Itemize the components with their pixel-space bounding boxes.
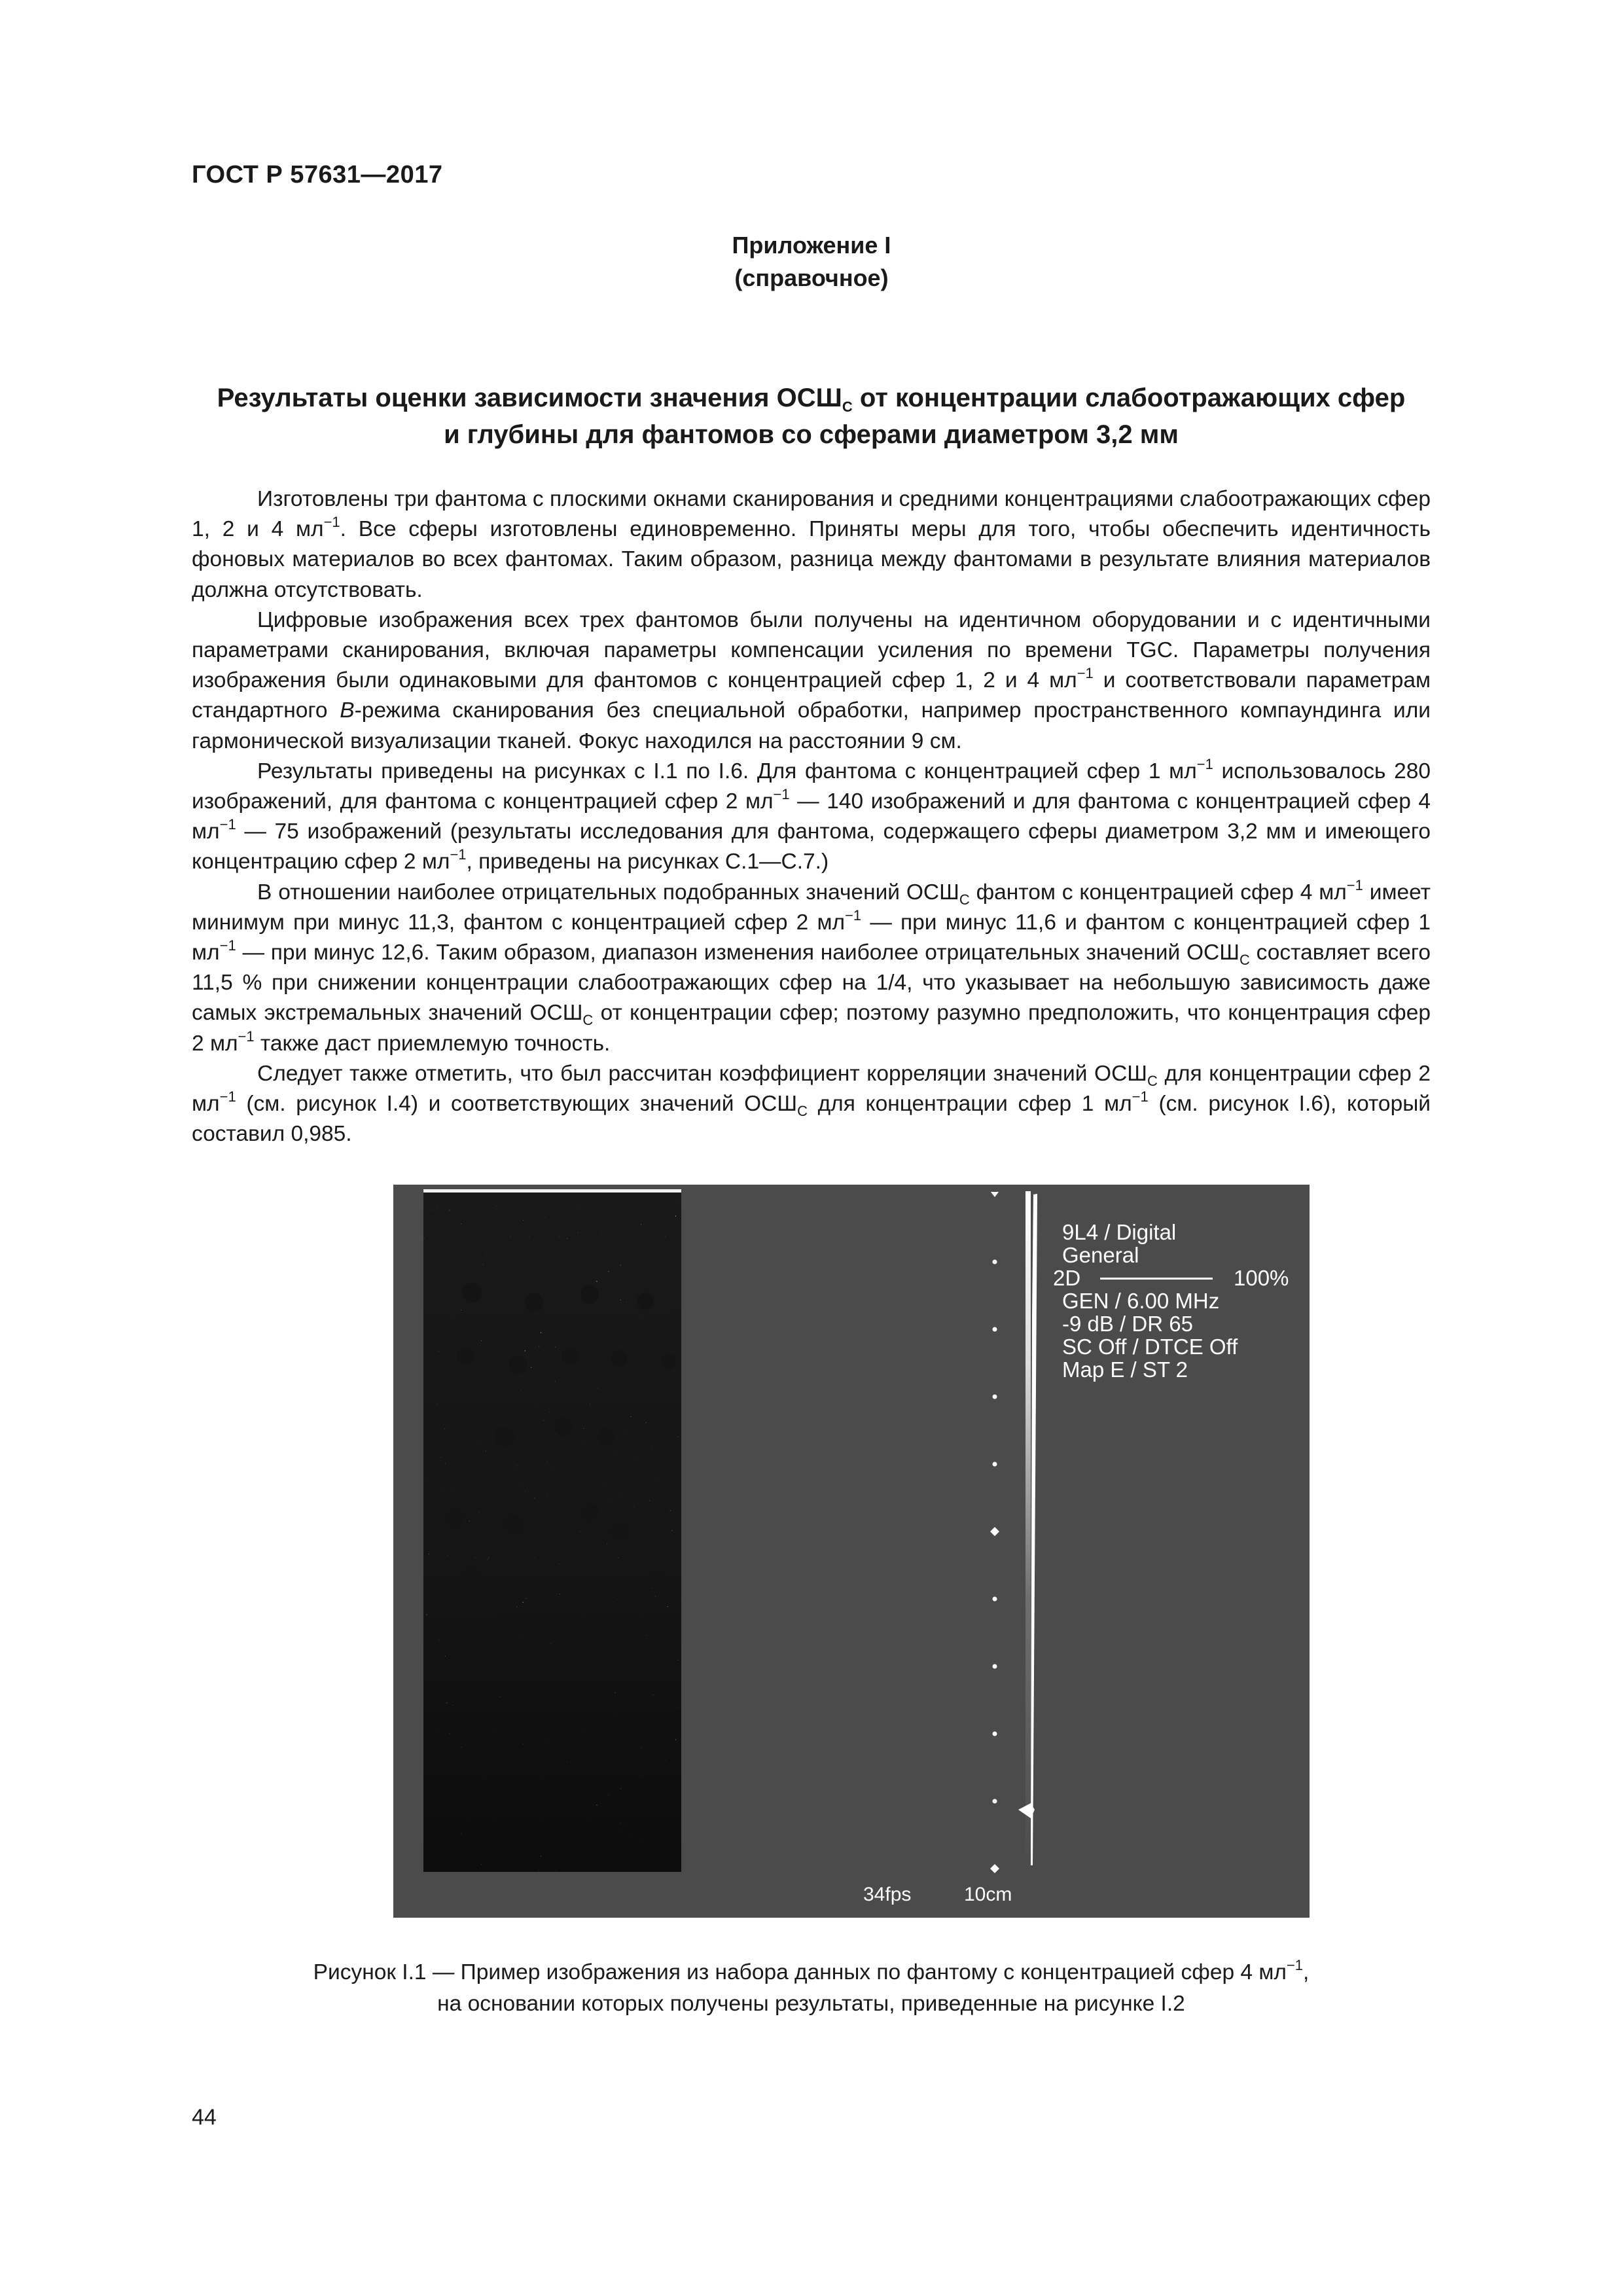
text-run: также даст приемлемую точность. (254, 1031, 611, 1056)
anechoic-sphere (571, 1578, 589, 1596)
compounding-setting: SC Off / DTCE Off (1062, 1335, 1238, 1359)
text-run: , приведены на рисунках С.1—С.7.) (466, 850, 829, 874)
text-run: использовалось 280 изображений, для фантома с концентрацией сфер 2 мл (192, 759, 1431, 814)
caption-comma: , (1303, 1960, 1310, 1984)
anechoic-sphere (554, 1418, 573, 1436)
depth-tick (993, 1664, 997, 1669)
map-setting: Map E / ST 2 (1062, 1357, 1188, 1382)
paragraph-3 (192, 757, 1431, 878)
page-number: 44 (192, 2105, 217, 2130)
anechoic-sphere (580, 1285, 599, 1304)
depth-tick (993, 1597, 997, 1602)
superscript: −1 (845, 906, 862, 924)
section-title (192, 380, 1431, 453)
superscript: −1 (1077, 665, 1094, 682)
anechoic-sphere (457, 1348, 474, 1365)
superscript: −1 (1132, 1088, 1149, 1105)
superscript: −1 (450, 846, 467, 863)
gain-dynamic-range: -9 dB / DR 65 (1062, 1312, 1193, 1336)
scan-depth: 10cm (964, 1884, 1012, 1905)
anechoic-sphere (611, 1350, 628, 1367)
body-text (192, 484, 1431, 1149)
text-run: имеет минимум при минус 11,3, фантом с концентрацией сфер 2 мл (192, 880, 1431, 935)
transducer-surface-line (423, 1189, 681, 1193)
caption-line1: Рисунок I.1 — Пример изображения из набора данных по фантому с концентрацией сфер 4 мл (313, 1960, 1287, 1984)
italic-letter: B (340, 698, 355, 723)
paragraph-5 (192, 1059, 1431, 1150)
depth-tick (990, 1864, 999, 1873)
tgc-curve (1031, 1194, 1037, 1865)
anechoic-sphere (660, 1354, 676, 1369)
text-run: В отношении наиболее отрицательных подобранных значений ОСШ (257, 880, 959, 905)
text-run: — 140 изображений и для фантома с концентрацией сфер 4 мл (192, 789, 1431, 844)
text-run: для концентрации сфер 1 мл (807, 1092, 1132, 1117)
depth-tick (993, 1260, 997, 1265)
text-run: от концентрации сфер; поэтому разумно предположить, что концентрация сфер 2 мл (192, 1001, 1431, 1056)
superscript: −1 (1286, 1957, 1304, 1973)
anechoic-sphere (463, 1568, 481, 1587)
imaging-mode: 2D (1053, 1266, 1081, 1290)
anechoic-sphere (595, 1641, 611, 1657)
anechoic-sphere (505, 1515, 524, 1535)
text-run: фантом с концентрацией сфер 4 мл (969, 880, 1347, 905)
text-run: для концентрации сфер 2 мл (192, 1061, 1431, 1117)
depth-tick (991, 1192, 999, 1197)
anechoic-sphere (526, 1582, 543, 1599)
standard-designation: ГОСТ Р 57631—2017 (192, 161, 443, 188)
superscript: −1 (219, 1088, 236, 1105)
exam-type: General (1062, 1243, 1139, 1267)
depth-tick (993, 1462, 997, 1467)
depth-tick (993, 1395, 997, 1399)
anechoic-sphere (446, 1508, 465, 1526)
scanner-settings-overlay (1053, 1220, 1289, 1382)
depth-tick (993, 1799, 997, 1804)
paragraph-1 (192, 484, 1431, 605)
superscript: −1 (219, 816, 236, 833)
anechoic-sphere (477, 1648, 493, 1664)
superscript: −1 (1196, 755, 1213, 772)
subscript: С (797, 1103, 808, 1120)
superscript: −1 (323, 514, 340, 531)
anechoic-sphere (494, 1426, 515, 1447)
mode-power-line (1053, 1266, 1289, 1290)
anechoic-sphere (508, 1355, 527, 1374)
anechoic-sphere (462, 1283, 482, 1302)
title-line1-rest: от концентрации слабоотражающих сфер (852, 384, 1406, 412)
annex-kind: (справочное) (734, 264, 889, 291)
text-run: Изготовлены три фантома с плоскими окнами сканирования и средними концентрациями слабоотражающих сфер 1, 2 и 4 мл (192, 487, 1431, 542)
subscript: С (582, 1012, 594, 1029)
paragraph-4 (192, 878, 1431, 1059)
power-percent: 100% (1234, 1266, 1289, 1290)
anechoic-sphere (597, 1428, 615, 1445)
subscript: С (1147, 1072, 1158, 1089)
frequency-setting: GEN / 6.00 MHz (1062, 1289, 1220, 1313)
text-run: составляет всего 11,5 % при снижении концентрации слабоотражающих сфер на 1/4, что указывает на небольшую зависимость даже самых экстремальных значений ОСШ (192, 941, 1431, 1026)
text-run: Цифровые изображения всех трех фантомов были получены на идентичном оборудовании и с идентичными параметрами сканирования, включая параметры компенсации усиления по времени TGC. Параметры получения изображения были одинаковыми для фантомов с концентрацией сфер 1, 2 и 4 мл (192, 607, 1431, 693)
subscript: С (1239, 952, 1250, 969)
text-run: (см. рисунок I.4) и соответствующих значений ОСШ (236, 1092, 798, 1117)
title-line1: Результаты оценки зависимости значения ОСШ (217, 384, 842, 412)
figure-caption (192, 1957, 1431, 2020)
anechoic-sphere (581, 1503, 598, 1520)
anechoic-sphere (610, 1522, 628, 1541)
text-run: . Все сферы изготовлены единовременно. Приняты меры для того, чтобы обеспечить идентичность фоновых материалов во всех фантомах. Таким образом, разница между фантомами в результате влияния материалов должна отсутствовать. (192, 517, 1431, 602)
caption-line2: на основании которых получены результаты, приведенные на рисунке I.2 (437, 1992, 1185, 2016)
paragraph-2 (192, 605, 1431, 757)
depth-scale-markers (990, 1192, 999, 1873)
text-run: — 75 изображений (результаты исследования для фантома, содержащего сферы диаметром 3,2 мм и имеющего концентрацию сфер 2 мл (192, 819, 1431, 874)
text-run: — при минус 12,6. Таким образом, диапазон изменения наиболее отрицательных значений ОСШ (236, 941, 1240, 965)
depth-tick (993, 1732, 997, 1736)
anechoic-sphere (525, 1293, 543, 1312)
depth-tick (993, 1327, 997, 1332)
subscript: С (959, 891, 970, 908)
text-run: — при минус 11,6 и фантом с концентрацией сфер 1 мл (192, 910, 1431, 965)
anechoic-sphere (562, 1348, 579, 1365)
text-run: и соответствовали параметрам стандартного (192, 668, 1431, 723)
power-bar (1100, 1278, 1213, 1280)
text-run: Результаты приведены на рисунках с I.1 по I.6. Для фантома с концентрацией сфер 1 мл (257, 759, 1197, 783)
annex-title: Приложение I (732, 232, 891, 259)
frame-rate: 34fps (863, 1884, 912, 1905)
superscript: −1 (238, 1028, 255, 1045)
anechoic-sphere (647, 1570, 663, 1585)
anechoic-sphere (637, 1293, 654, 1310)
title-subscript: С (842, 399, 853, 415)
probe-preset: 9L4 / Digital (1062, 1220, 1177, 1244)
tgc-grayscale-bar (1026, 1191, 1031, 1872)
superscript: −1 (1346, 876, 1363, 893)
text-run: (см. рисунок I.6), который составил 0,985. (192, 1092, 1431, 1147)
superscript: −1 (773, 786, 790, 803)
superscript: −1 (219, 937, 236, 954)
title-line2: и глубины для фантомов со сферами диаметром 3,2 мм (444, 420, 1179, 449)
depth-tick (990, 1527, 999, 1536)
text-run: Следует также отметить, что был рассчитан коэффициент корреляции значений ОСШ (257, 1061, 1147, 1086)
ultrasound-figure (393, 1185, 1310, 1918)
text-run: -режима сканирования без специальной обработки, например пространственного компаундинга или гармонической визуализации тканей. Фокус находился на расстоянии 9 см. (192, 698, 1431, 753)
